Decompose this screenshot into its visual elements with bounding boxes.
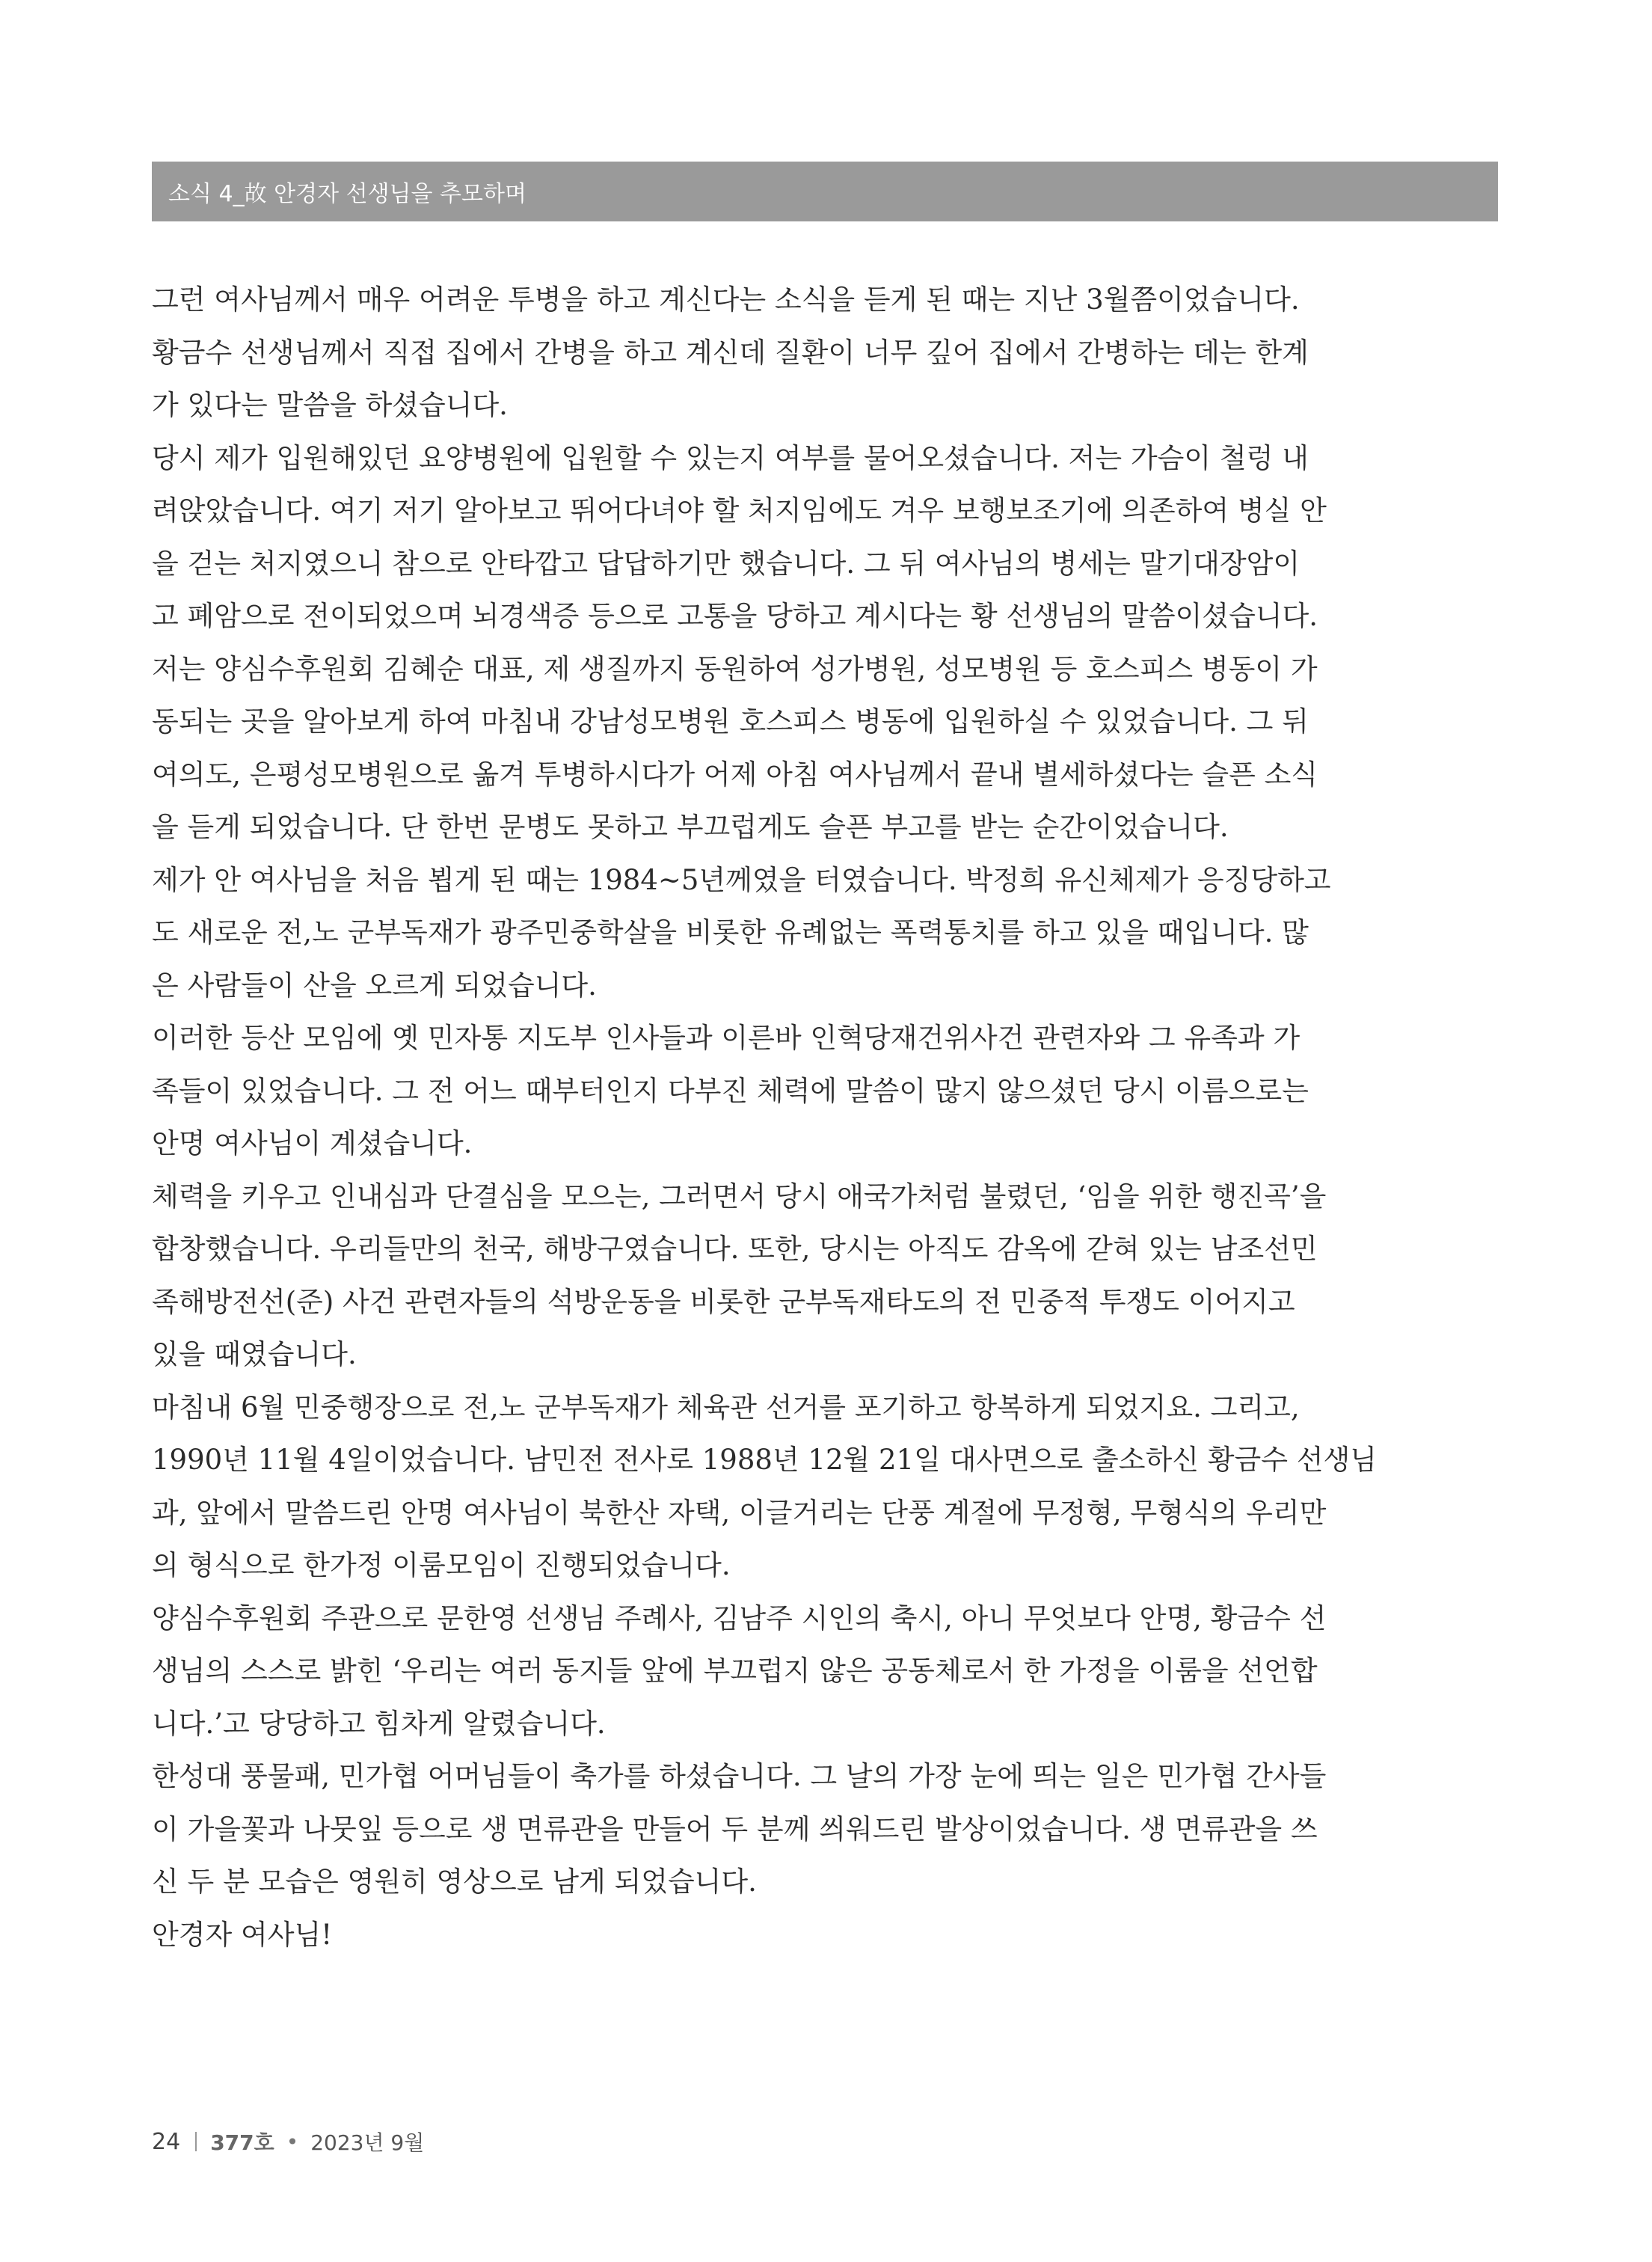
page-footer <box>152 2123 424 2160</box>
article-line: 안명 여사님이 계셨습니다. <box>152 1127 473 1159</box>
section-header-bar <box>152 162 1498 221</box>
article-line: 안경자 여사님! <box>152 1918 333 1951</box>
article-line: 생님의 스스로 밝힌 ‘우리는 여러 동지들 앞에 부끄럽지 않은 공동체로서 한 가정을 이룸을 선언합 <box>152 1655 1318 1687</box>
article-line: 고 폐암으로 전이되었으며 뇌경색증 등으로 고통을 당하고 계시다는 황 선생님의 말씀이셨습니다. <box>152 600 1318 632</box>
article-line: 이 가을꽃과 나뭇잎 등으로 생 면류관을 만들어 두 분께 씌워드린 발상이었습니다. 생 면류관을 쓰 <box>152 1812 1318 1845</box>
issue-date: 2023년 9월 <box>310 2130 425 2155</box>
article-line: 의 형식으로 한가정 이룸모임이 진행되었습니다. <box>152 1549 731 1581</box>
article-line: 가 있다는 말씀을 하셨습니다. <box>152 389 508 421</box>
article-line: 동되는 곳을 알아보게 하여 마침내 강남성모병원 호스피스 병동에 입원하실 수 있었습니다. 그 뒤 <box>152 705 1309 738</box>
article-line: 니다.’고 당당하고 힘차게 알렸습니다. <box>152 1707 606 1740</box>
article-line: 도 새로운 전,노 군부독재가 광주민중학살을 비롯한 유례없는 폭력통치를 하고 있을 때입니다. 많 <box>152 916 1309 948</box>
article-line: 황금수 선생님께서 직접 집에서 간병을 하고 계신데 질환이 너무 깊어 집에서 간병하는 데는 한계 <box>152 336 1309 369</box>
article-line: 족들이 있었습니다. 그 전 어느 때부터인지 다부진 체력에 말씀이 많지 않으셨던 당시 이름으로는 <box>152 1074 1309 1107</box>
article-line: 1990년 11월 4일이었습니다. 남민전 전사로 1988년 12월 21일 대사면으로 출소하신 황금수 선생님 <box>152 1444 1377 1476</box>
article-line: 한성대 풍물패, 민가협 어머님들이 축가를 하셨습니다. 그 날의 가장 눈에 띄는 일은 민가협 간사들 <box>152 1760 1327 1792</box>
article-line: 이러한 등산 모임에 옛 민자통 지도부 인사들과 이른바 인혁당재건위사건 관련자와 그 유족과 가 <box>152 1022 1301 1054</box>
article-line: 족해방전선(준) 사건 관련자들의 석방운동을 비롯한 군부독재타도의 전 민중적 투쟁도 이어지고 <box>152 1285 1295 1318</box>
article-line: 려앉았습니다. 여기 저기 알아보고 뛰어다녀야 할 처지임에도 겨우 보행보조기에 의존하여 병실 안 <box>152 494 1327 527</box>
article-line: 합창했습니다. 우리들만의 천국, 해방구였습니다. 또한, 당시는 아직도 감옥에 갇혀 있는 남조선민 <box>152 1233 1318 1265</box>
article-line: 신 두 분 모습은 영원히 영상으로 남게 되었습니다. <box>152 1866 757 1898</box>
footer-divider <box>195 2132 197 2151</box>
article-line: 을 듣게 되었습니다. 단 한번 문병도 못하고 부끄럽게도 슬픈 부고를 받는 순간이었습니다. <box>152 811 1229 843</box>
article-line: 저는 양심수후원회 김혜순 대표, 제 생질까지 동원하여 성가병원, 성모병원 등 호스피스 병동이 가 <box>152 652 1318 685</box>
article-line: 마침내 6월 민중행장으로 전,노 군부독재가 체육관 선거를 포기하고 항복하게 되었지요. 그리고, <box>152 1391 1300 1423</box>
article-line: 그런 여사님께서 매우 어려운 투병을 하고 계신다는 소식을 듣게 된 때는 지난 3월쯤이었습니다. <box>152 283 1300 316</box>
article-line: 당시 제가 입원해있던 요양병원에 입원할 수 있는지 여부를 물어오셨습니다. 저는 가슴이 철렁 내 <box>152 441 1309 474</box>
article-line: 양심수후원회 주관으로 문한영 선생님 주례사, 김남주 시인의 축시, 아니 무엇보다 안명, 황금수 선 <box>152 1602 1327 1634</box>
article-body <box>152 274 1498 1961</box>
article-line: 은 사람들이 산을 오르게 되었습니다. <box>152 969 597 1002</box>
article-line: 체력을 키우고 인내심과 단결심을 모으는, 그러면서 당시 애국가처럼 불렸던, ‘임을 위한 행진곡’을 <box>152 1180 1327 1213</box>
article-line: 여의도, 은평성모병원으로 옮겨 투병하시다가 어제 아침 여사님께서 끝내 별세하셨다는 슬픈 소식 <box>152 758 1318 791</box>
section-title: 소식 4_故 안경자 선생님을 추모하며 <box>168 181 526 207</box>
page-number: 24 <box>152 2128 181 2155</box>
footer-bullet: • <box>286 2129 299 2154</box>
issue-number: 377호 <box>210 2130 274 2155</box>
article-line: 과, 앞에서 말씀드린 안명 여사님이 북한산 자택, 이글거리는 단풍 계절에 무정형, 무형식의 우리만 <box>152 1496 1327 1529</box>
article-line: 을 걷는 처지였으니 참으로 안타깝고 답답하기만 했습니다. 그 뒤 여사님의 병세는 말기대장암이 <box>152 547 1301 580</box>
article-line: 제가 안 여사님을 처음 뵙게 된 때는 1984~5년께였을 터였습니다. 박정희 유신체제가 응징당하고 <box>152 863 1331 896</box>
article-line: 있을 때였습니다. <box>152 1338 357 1370</box>
